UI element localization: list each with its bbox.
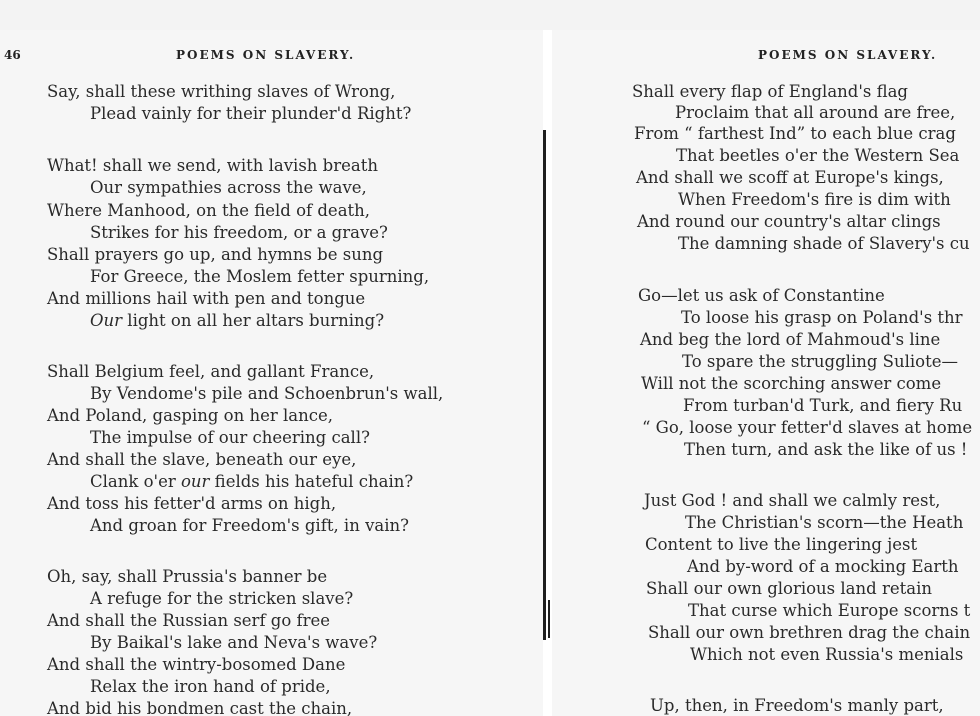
poem-line: Clank o'er our fields his hateful chain? <box>90 472 414 491</box>
poem-line: Just God ! and shall we calmly rest, <box>644 491 941 510</box>
poem-line: A refuge for the stricken slave? <box>90 589 354 608</box>
poem-line: And groan for Freedom's gift, in vain? <box>90 516 409 535</box>
running-head-left: POEMS ON SLAVERY. <box>176 48 356 62</box>
poem-line: And shall we scoff at Europe's kings, <box>636 168 944 187</box>
poem-line: Shall our own brethren drag the chain <box>648 623 971 642</box>
poem-line: That curse which Europe scorns t <box>688 601 971 620</box>
poem-line: From turban'd Turk, and fiery Ru <box>683 396 963 415</box>
left-page <box>0 30 543 716</box>
poem-line: Where Manhood, on the field of death, <box>47 201 371 220</box>
poem-line: When Freedom's fire is dim with <box>678 190 951 209</box>
poem-line: And Poland, gasping on her lance, <box>47 406 333 425</box>
poem-line: The Christian's scorn—the Heath <box>685 513 964 532</box>
poem-line: Our light on all her altars burning? <box>90 311 385 330</box>
right-page <box>552 30 980 716</box>
poem-line: And shall the slave, beneath our eye, <box>47 450 357 469</box>
poem-line: By Vendome's pile and Schoenbrun's wall, <box>90 384 444 403</box>
poem-line: And millions hail with pen and tongue <box>47 289 366 308</box>
poem-line: Go—let us ask of Constantine <box>638 286 885 305</box>
poem-line: Shall every flap of England's flag <box>632 82 908 101</box>
poem-line: And shall the Russian serf go free <box>47 611 331 630</box>
poem-line: And shall the wintry-bosomed Dane <box>47 655 346 674</box>
poem-line: For Greece, the Moslem fetter spurning, <box>90 267 430 286</box>
poem-line: Shall prayers go up, and hymns be sung <box>47 245 384 264</box>
poem-line: From “ farthest Ind” to each blue crag <box>634 124 956 143</box>
poem-line: Our sympathies across the wave, <box>90 178 367 197</box>
page-number: 46 <box>4 48 21 62</box>
poem-line: Shall Belgium feel, and gallant France, <box>47 362 375 381</box>
poem-line: Content to live the lingering jest <box>645 535 918 554</box>
poem-line: And round our country's altar clings <box>637 212 941 231</box>
poem-line: “ Go, loose your fetter'd slaves at home <box>642 418 973 437</box>
poem-line: That beetles o'er the Western Sea <box>676 146 960 165</box>
poem-line: Proclaim that all around are free, <box>675 103 956 122</box>
poem-line: Strikes for his freedom, or a grave? <box>90 223 388 242</box>
book-gutter <box>543 130 546 640</box>
running-head-right: POEMS ON SLAVERY. <box>758 48 938 62</box>
poem-line: Shall our own glorious land retain <box>646 579 932 598</box>
emphasis: our <box>180 472 210 491</box>
poem-line: Plead vainly for their plunder'd Right? <box>90 104 412 123</box>
poem-line: Oh, say, shall Prussia's banner be <box>47 567 328 586</box>
poem-line: Will not the scorching answer come <box>641 374 942 393</box>
poem-line: And beg the lord of Mahmoud's line <box>640 330 941 349</box>
poem-line: Then turn, and ask the like of us ! <box>684 440 968 459</box>
poem-line: The damning shade of Slavery's cu <box>678 234 970 253</box>
poem-line: To spare the struggling Suliote— <box>682 352 958 371</box>
poem-line: Say, shall these writhing slaves of Wrong, <box>47 82 396 101</box>
poem-line: And by-word of a mocking Earth <box>687 557 959 576</box>
poem-line: Relax the iron hand of pride, <box>90 677 331 696</box>
poem-line: Which not even Russia's menials <box>690 645 964 664</box>
poem-line: The impulse of our cheering call? <box>90 428 370 447</box>
poem-line: To loose his grasp on Poland's thr <box>681 308 963 327</box>
poem-line: Up, then, in Freedom's manly part, <box>650 696 944 715</box>
poem-line: And toss his fetter'd arms on high, <box>47 494 337 513</box>
scan-top-margin <box>0 0 980 30</box>
poem-line: What! shall we send, with lavish breath <box>47 156 378 175</box>
book-gutter-shadow <box>548 600 550 638</box>
emphasis: Our <box>90 311 123 330</box>
poem-line: By Baikal's lake and Neva's wave? <box>90 633 378 652</box>
poem-line: And bid his bondmen cast the chain, <box>47 699 353 716</box>
